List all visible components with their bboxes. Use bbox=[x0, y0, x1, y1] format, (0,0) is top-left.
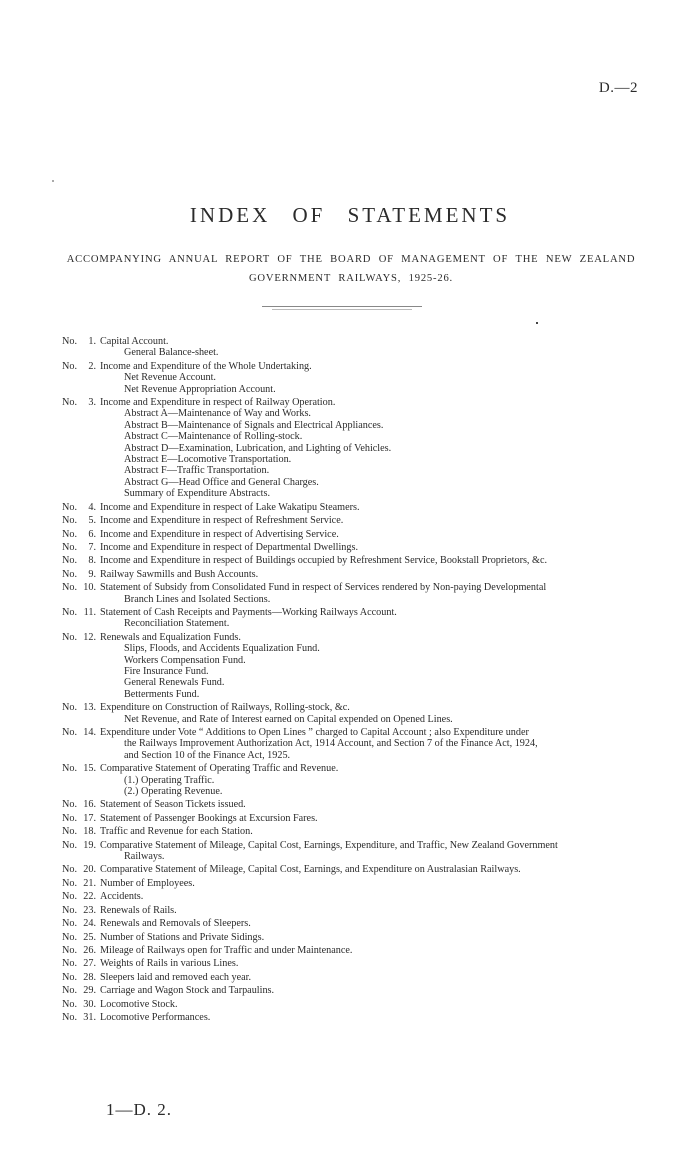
no-label: No. bbox=[62, 864, 77, 876]
page-title: INDEX OF STATEMENTS bbox=[189, 203, 511, 227]
statement-entry bbox=[62, 555, 642, 566]
statement-entry bbox=[62, 985, 642, 996]
statement-number-value: 25. bbox=[83, 931, 96, 943]
no-label: No. bbox=[62, 812, 77, 824]
statement-number bbox=[62, 702, 100, 725]
statement-number bbox=[62, 972, 100, 983]
statement-entry bbox=[62, 945, 642, 956]
statement-body bbox=[100, 397, 642, 500]
statement-body bbox=[100, 502, 642, 513]
statement-body bbox=[100, 702, 642, 725]
statement-subitem: Branch Lines and Isolated Sections. bbox=[124, 593, 271, 605]
statement-body bbox=[100, 336, 642, 359]
no-label: No. bbox=[62, 971, 77, 983]
statement-entry bbox=[62, 813, 642, 824]
statement-subitem: Abstract G—Head Office and General Charges. bbox=[124, 476, 319, 488]
statement-body bbox=[100, 932, 642, 943]
statement-title: Income and Expenditure in respect of Railway Operation. bbox=[100, 397, 336, 409]
statement-title: Income and Expenditure of the Whole Undertaking. bbox=[100, 360, 312, 372]
statement-number bbox=[62, 891, 100, 902]
statement-entry bbox=[62, 826, 642, 837]
statement-title: Number of Employees. bbox=[100, 877, 195, 889]
statement-body bbox=[100, 607, 642, 630]
statement-number-value: 6. bbox=[88, 528, 96, 540]
statement-number bbox=[62, 878, 100, 889]
statement-number bbox=[62, 727, 100, 761]
statement-entry bbox=[62, 515, 642, 526]
statement-entry bbox=[62, 864, 642, 875]
statement-body bbox=[100, 727, 642, 761]
statement-title: Expenditure under Vote “ Additions to Open Lines ” charged to Capital Account ; also Expenditure under bbox=[100, 727, 529, 738]
no-label: No. bbox=[62, 891, 77, 903]
statement-number-value: 26. bbox=[83, 944, 96, 956]
statement-title: Comparative Statement of Operating Traffic and Revenue. bbox=[100, 763, 339, 775]
statement-entry bbox=[62, 397, 642, 500]
statement-body bbox=[100, 878, 642, 889]
statement-subitem: Betterments Fund. bbox=[124, 688, 200, 700]
statement-subitem: Slips, Floods, and Accidents Equalization Fund. bbox=[124, 643, 320, 655]
no-label: No. bbox=[62, 998, 77, 1010]
statement-title: Income and Expenditure in respect of Advertising Service. bbox=[100, 528, 339, 540]
statement-entry bbox=[62, 840, 642, 863]
statement-body bbox=[100, 985, 642, 996]
statement-number bbox=[62, 932, 100, 943]
statement-entry bbox=[62, 958, 642, 969]
statement-number bbox=[62, 397, 100, 500]
statement-number-value: 30. bbox=[83, 998, 96, 1010]
statement-subitem: (1.) Operating Traffic. bbox=[124, 774, 215, 786]
statement-number bbox=[62, 958, 100, 969]
statement-number bbox=[62, 840, 100, 863]
statement-subitem: Abstract F—Traffic Transportation. bbox=[124, 465, 270, 477]
statement-number bbox=[62, 918, 100, 929]
statement-body bbox=[100, 945, 642, 956]
statement-title: Comparative Statement of Mileage, Capital Cost, Earnings, Expenditure, and Traffic, New Zealand Government bbox=[100, 839, 558, 851]
statement-number bbox=[62, 336, 100, 359]
statement-number-value: 31. bbox=[83, 1011, 96, 1023]
page-footer: 1—D. 2. bbox=[106, 1100, 173, 1119]
statement-number-value: 15. bbox=[83, 763, 96, 775]
statement-number-value: 18. bbox=[83, 826, 96, 838]
statement-entry bbox=[62, 878, 642, 889]
statement-subitem: Abstract B—Maintenance of Signals and Electrical Appliances. bbox=[124, 419, 384, 431]
statement-list bbox=[62, 336, 642, 1025]
statement-title: Sleepers laid and removed each year. bbox=[100, 971, 252, 983]
statement-number bbox=[62, 502, 100, 513]
statement-entry bbox=[62, 529, 642, 540]
statement-subitem: Net Revenue Appropriation Account. bbox=[124, 383, 276, 395]
statement-body bbox=[100, 555, 642, 566]
statement-number bbox=[62, 542, 100, 553]
statement-number-value: 23. bbox=[83, 904, 96, 916]
statement-number bbox=[62, 799, 100, 810]
statement-number bbox=[62, 905, 100, 916]
divider-rule bbox=[262, 306, 422, 307]
no-label: No. bbox=[62, 360, 77, 372]
no-label: No. bbox=[62, 336, 77, 347]
statement-number-value: 27. bbox=[83, 958, 96, 970]
statement-subitem: Fire Insurance Fund. bbox=[124, 665, 209, 677]
statement-body bbox=[100, 905, 642, 916]
no-label: No. bbox=[62, 763, 77, 775]
statement-number bbox=[62, 555, 100, 566]
statement-title: Statement of Subsidy from Consolidated Fund in respect of Services rendered by Non-paying Developmental bbox=[100, 582, 547, 594]
statement-title: Statement of Passenger Bookings at Excursion Fares. bbox=[100, 812, 318, 824]
statement-number-value: 20. bbox=[83, 864, 96, 876]
statement-entry bbox=[62, 918, 642, 929]
statement-body bbox=[100, 542, 642, 553]
statement-subitem: General Renewals Fund. bbox=[124, 677, 225, 689]
print-speck bbox=[52, 180, 54, 182]
no-label: No. bbox=[62, 727, 77, 738]
statement-number-value: 3. bbox=[88, 397, 96, 409]
no-label: No. bbox=[62, 541, 77, 553]
statement-entry bbox=[62, 891, 642, 902]
no-label: No. bbox=[62, 702, 77, 714]
statement-number-value: 22. bbox=[83, 891, 96, 903]
no-label: No. bbox=[62, 515, 77, 527]
no-label: No. bbox=[62, 397, 77, 409]
statement-number bbox=[62, 1012, 100, 1023]
no-label: No. bbox=[62, 799, 77, 811]
statement-title: Number of Stations and Private Sidings. bbox=[100, 931, 265, 943]
statement-number bbox=[62, 864, 100, 875]
no-label: No. bbox=[62, 931, 77, 943]
statement-subitem: General Balance-sheet. bbox=[124, 347, 219, 359]
statement-number-value: 8. bbox=[88, 555, 96, 567]
no-label: No. bbox=[62, 501, 77, 513]
statement-subitem: Abstract C—Maintenance of Rolling-stock. bbox=[124, 431, 303, 443]
statement-number bbox=[62, 361, 100, 395]
statement-subitem: Railways. bbox=[124, 851, 165, 863]
divider-rule-secondary bbox=[272, 309, 412, 310]
statement-number bbox=[62, 826, 100, 837]
statement-body bbox=[100, 813, 642, 824]
statement-number-value: 7. bbox=[88, 541, 96, 553]
statement-entry bbox=[62, 632, 642, 700]
no-label: No. bbox=[62, 582, 77, 594]
statement-entry bbox=[62, 702, 642, 725]
no-label: No. bbox=[62, 826, 77, 838]
statement-title: Renewals and Removals of Sleepers. bbox=[100, 918, 251, 930]
statement-entry bbox=[62, 905, 642, 916]
no-label: No. bbox=[62, 568, 77, 580]
statement-entry bbox=[62, 727, 642, 761]
statement-number bbox=[62, 813, 100, 824]
statement-body bbox=[100, 361, 642, 395]
statement-title: Comparative Statement of Mileage, Capital Cost, Earnings, and Expenditure on Australasian Railways. bbox=[100, 864, 521, 876]
statement-number-value: 5. bbox=[88, 515, 96, 527]
statement-body bbox=[100, 840, 642, 863]
statement-number bbox=[62, 582, 100, 605]
statement-subitem: and Section 10 of the Finance Act, 1925. bbox=[124, 749, 291, 761]
statement-number-value: 10. bbox=[83, 582, 96, 594]
statement-number bbox=[62, 529, 100, 540]
statement-number bbox=[62, 945, 100, 956]
page-subtitle: ACCOMPANYING ANNUAL REPORT OF THE BOARD OF MANAGEMENT OF THE NEW ZEALAND GOVERNMENT RAILWAYS, 1925-26. bbox=[66, 254, 636, 284]
statement-title: Capital Account. bbox=[100, 336, 169, 347]
statement-body bbox=[100, 864, 642, 875]
no-label: No. bbox=[62, 1011, 77, 1023]
statement-number-value: 24. bbox=[83, 918, 96, 930]
no-label: No. bbox=[62, 555, 77, 567]
statement-body bbox=[100, 972, 642, 983]
statement-title: Carriage and Wagon Stock and Tarpaulins. bbox=[100, 985, 275, 997]
statement-entry bbox=[62, 502, 642, 513]
statement-title: Locomotive Performances. bbox=[100, 1011, 211, 1023]
statement-title: Renewals and Equalization Funds. bbox=[100, 631, 241, 643]
statement-title: Income and Expenditure in respect of Departmental Dwellings. bbox=[100, 541, 358, 553]
statement-body bbox=[100, 891, 642, 902]
statement-number bbox=[62, 999, 100, 1010]
statement-number-value: 12. bbox=[83, 631, 96, 643]
statement-number-value: 17. bbox=[83, 812, 96, 824]
statement-subitem: the Railways Improvement Authorization Act, 1914 Account, and Section 7 of the Finance Act, 1924, bbox=[124, 738, 538, 750]
statement-title: Mileage of Railways open for Traffic and under Maintenance. bbox=[100, 944, 353, 956]
statement-entry bbox=[62, 607, 642, 630]
statement-title: Expenditure on Construction of Railways, Rolling-stock, &c. bbox=[100, 702, 350, 714]
statement-title: Locomotive Stock. bbox=[100, 998, 178, 1010]
statement-subitem: Abstract D—Examination, Lubrication, and Lighting of Vehicles. bbox=[124, 442, 392, 454]
statement-number bbox=[62, 569, 100, 580]
statement-entry bbox=[62, 932, 642, 943]
statement-subitem: Summary of Expenditure Abstracts. bbox=[124, 488, 270, 500]
statement-body bbox=[100, 918, 642, 929]
statement-subitem: Net Revenue, and Rate of Interest earned on Capital expended on Opened Lines. bbox=[124, 713, 453, 725]
statement-number-value: 1. bbox=[88, 336, 96, 347]
statement-number-value: 19. bbox=[83, 839, 96, 851]
statement-title: Weights of Rails in various Lines. bbox=[100, 958, 239, 970]
page-reference: D.—2 bbox=[598, 80, 638, 96]
statement-body bbox=[100, 826, 642, 837]
statement-title: Income and Expenditure in respect of Buildings occupied by Refreshment Service, Bookstall Proprietors, &c. bbox=[100, 555, 548, 567]
statement-title: Statement of Season Tickets issued. bbox=[100, 799, 246, 811]
statement-number-value: 16. bbox=[83, 799, 96, 811]
statement-entry bbox=[62, 336, 642, 359]
statement-number-value: 21. bbox=[83, 877, 96, 889]
statement-body bbox=[100, 999, 642, 1010]
statement-title: Traffic and Revenue for each Station. bbox=[100, 826, 253, 838]
statement-body bbox=[100, 569, 642, 580]
statement-title: Income and Expenditure in respect of Lake Wakatipu Steamers. bbox=[100, 501, 360, 513]
statement-number-value: 14. bbox=[83, 727, 96, 738]
statement-number-value: 9. bbox=[88, 568, 96, 580]
statement-number-value: 4. bbox=[88, 501, 96, 513]
statement-number-value: 11. bbox=[83, 606, 96, 618]
statement-subitem: Net Revenue Account. bbox=[124, 372, 216, 384]
statement-entry bbox=[62, 569, 642, 580]
no-label: No. bbox=[62, 918, 77, 930]
statement-entry bbox=[62, 999, 642, 1010]
statement-number bbox=[62, 515, 100, 526]
statement-number-value: 13. bbox=[83, 702, 96, 714]
statement-title: Accidents. bbox=[100, 891, 144, 903]
statement-body bbox=[100, 529, 642, 540]
statement-subitem: Abstract A—Maintenance of Way and Works. bbox=[124, 408, 311, 420]
statement-entry bbox=[62, 542, 642, 553]
statement-body bbox=[100, 515, 642, 526]
statement-entry bbox=[62, 582, 642, 605]
statement-body bbox=[100, 1012, 642, 1023]
statement-title: Railway Sawmills and Bush Accounts. bbox=[100, 568, 259, 580]
statement-subitem: Reconciliation Statement. bbox=[124, 618, 230, 630]
print-dot bbox=[536, 322, 538, 324]
statement-body bbox=[100, 582, 642, 605]
statement-number bbox=[62, 632, 100, 700]
statement-subitem: (2.) Operating Revenue. bbox=[124, 786, 223, 798]
no-label: No. bbox=[62, 606, 77, 618]
statement-title: Income and Expenditure in respect of Refreshment Service. bbox=[100, 515, 344, 527]
statement-number bbox=[62, 607, 100, 630]
no-label: No. bbox=[62, 985, 77, 997]
statement-number bbox=[62, 985, 100, 996]
statement-number bbox=[62, 763, 100, 797]
no-label: No. bbox=[62, 631, 77, 643]
statement-body bbox=[100, 763, 642, 797]
statement-title: Statement of Cash Receipts and Payments—Working Railways Account. bbox=[100, 606, 397, 618]
statement-subitem: Workers Compensation Fund. bbox=[124, 654, 246, 666]
no-label: No. bbox=[62, 839, 77, 851]
statement-number-value: 29. bbox=[83, 985, 96, 997]
statement-number-value: 28. bbox=[83, 971, 96, 983]
statement-subitem: Abstract E—Locomotive Transportation. bbox=[124, 454, 292, 466]
no-label: No. bbox=[62, 904, 77, 916]
no-label: No. bbox=[62, 958, 77, 970]
statement-body bbox=[100, 799, 642, 810]
statement-title: Renewals of Rails. bbox=[100, 904, 177, 916]
statement-entry bbox=[62, 763, 642, 797]
statement-entry bbox=[62, 972, 642, 983]
no-label: No. bbox=[62, 528, 77, 540]
statement-body bbox=[100, 632, 642, 700]
no-label: No. bbox=[62, 877, 77, 889]
statement-entry bbox=[62, 799, 642, 810]
statement-number-value: 2. bbox=[88, 360, 96, 372]
statement-body bbox=[100, 958, 642, 969]
no-label: No. bbox=[62, 944, 77, 956]
statement-entry bbox=[62, 361, 642, 395]
statement-entry bbox=[62, 1012, 642, 1023]
